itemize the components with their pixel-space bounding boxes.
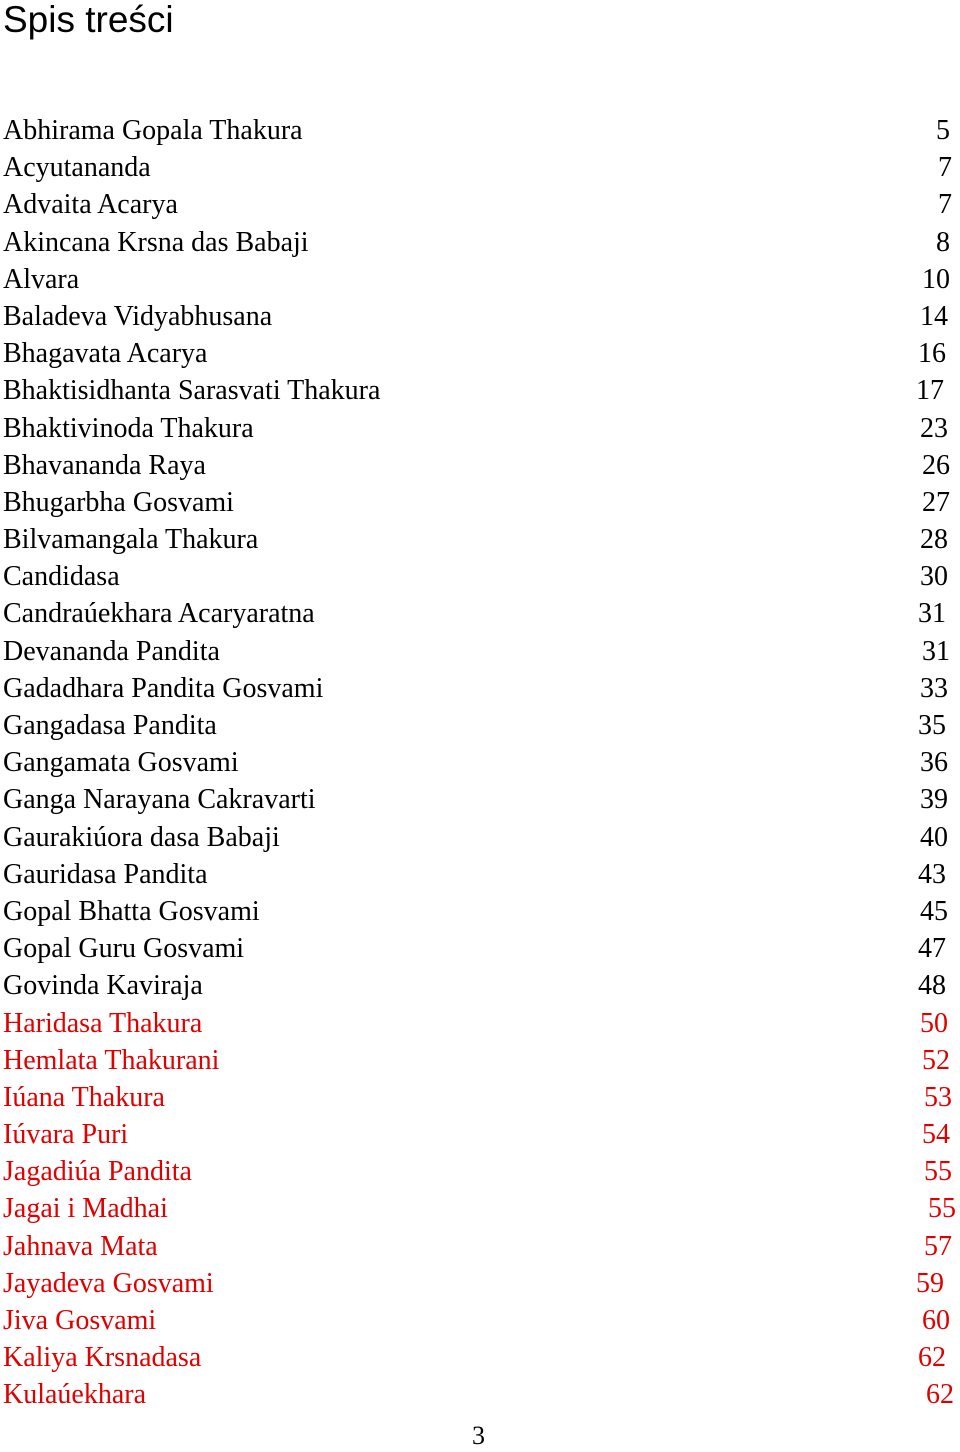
toc-entry-title: Jahnava Mata	[3, 1230, 158, 1262]
toc-entry-title: Bhaktisidhanta Sarasvati Thakura	[3, 375, 381, 407]
toc-entry-title: Gadadhara Pandita Gosvami	[3, 672, 324, 704]
toc-entry[interactable]	[0, 1190, 960, 1227]
toc-entry-title: Gopal Guru Gosvami	[3, 933, 245, 965]
toc-entry-title: Akincana Krsna das Babaji	[3, 226, 309, 258]
toc-entry[interactable]	[0, 1339, 960, 1376]
toc-entry[interactable]	[0, 930, 960, 967]
toc-entry-page-number: 27	[922, 486, 950, 518]
toc-entry[interactable]	[0, 670, 960, 707]
toc-entry-title: Abhirama Gopala Thakura	[3, 115, 303, 146]
toc-entry-page-number: 31	[918, 598, 946, 630]
toc-entry-title: Devananda Pandita	[3, 635, 220, 667]
toc-entry-title: Jiva Gosvami	[3, 1305, 157, 1336]
toc-entry-title: Jagadiúa Pandita	[3, 1156, 192, 1188]
toc-entry[interactable]	[0, 1079, 960, 1116]
toc-entry-page-number: 5	[936, 115, 950, 146]
toc-entry-page-number: 53	[924, 1081, 952, 1113]
toc-entry-page-number: 26	[922, 449, 950, 481]
toc-entry-title: Baladeva Vidyabhusana	[3, 300, 273, 332]
toc-entry[interactable]	[0, 112, 960, 149]
toc-entry-title: Iúana Thakura	[3, 1081, 165, 1113]
toc-entry-title: Gangadasa Pandita	[3, 710, 217, 741]
toc-entry-page-number: 62	[926, 1379, 954, 1411]
toc-entry[interactable]	[0, 1265, 960, 1302]
toc-entry-page-number: 30	[920, 561, 948, 593]
toc-entry-page-number: 28	[920, 524, 948, 556]
toc-entry-page-number: 62	[918, 1342, 946, 1374]
toc-entry-page-number: 35	[918, 710, 946, 741]
toc-entry-page-number: 43	[918, 858, 946, 890]
toc-entry-page-number: 36	[920, 747, 948, 779]
toc-entry-title: Gangamata Gosvami	[3, 747, 239, 779]
toc-entry[interactable]	[0, 893, 960, 930]
toc-entry-page-number: 50	[920, 1007, 948, 1039]
toc-entry-page-number: 23	[920, 412, 948, 444]
toc-entry-title: Acyutananda	[3, 152, 151, 184]
toc-entry-title: Gauridasa Pandita	[3, 858, 208, 890]
toc-entry-title: Govinda Kaviraja	[3, 970, 203, 1002]
toc-entry-page-number: 55	[924, 1156, 952, 1188]
toc-entry-page-number: 33	[920, 672, 948, 704]
toc-entry[interactable]	[0, 372, 960, 409]
toc-list	[0, 112, 960, 1414]
toc-entry-title: Bhugarbha Gosvami	[3, 486, 234, 518]
toc-entry[interactable]	[0, 410, 960, 447]
toc-entry[interactable]	[0, 1228, 960, 1265]
toc-entry[interactable]	[0, 186, 960, 223]
toc-entry-title: Jayadeva Gosvami	[3, 1267, 214, 1299]
toc-entry-title: Bhagavata Acarya	[3, 338, 208, 370]
toc-entry[interactable]	[0, 781, 960, 818]
toc-entry-page-number: 40	[920, 821, 948, 853]
toc-entry[interactable]	[0, 298, 960, 335]
toc-entry[interactable]	[0, 1376, 960, 1413]
toc-entry-page-number: 60	[922, 1305, 950, 1336]
toc-entry[interactable]	[0, 261, 960, 298]
toc-entry[interactable]	[0, 819, 960, 856]
toc-entry-title: Jagai i Madhai	[3, 1193, 168, 1225]
toc-entry-page-number: 16	[918, 338, 946, 370]
toc-entry[interactable]	[0, 1005, 960, 1042]
toc-entry[interactable]	[0, 558, 960, 595]
toc-entry-page-number: 54	[922, 1119, 950, 1151]
toc-entry-page-number: 10	[922, 263, 950, 295]
toc-entry-page-number: 57	[924, 1230, 952, 1262]
toc-entry-page-number: 47	[918, 933, 946, 965]
toc-entry-page-number: 14	[920, 300, 948, 332]
toc-entry[interactable]	[0, 224, 960, 261]
toc-entry-title: Bhavananda Raya	[3, 449, 206, 481]
toc-entry-page-number: 31	[922, 635, 950, 667]
toc-entry-page-number: 52	[922, 1044, 950, 1076]
toc-entry-title: Advaita Acarya	[3, 189, 178, 221]
toc-entry-title: Gopal Bhatta Gosvami	[3, 895, 260, 927]
toc-entry-page-number: 8	[936, 226, 950, 258]
toc-entry-title: Kulaúekhara	[3, 1379, 147, 1411]
toc-entry-page-number: 39	[920, 784, 948, 816]
toc-entry[interactable]	[0, 707, 960, 744]
toc-entry[interactable]	[0, 149, 960, 186]
toc-entry-page-number: 48	[918, 970, 946, 1002]
toc-entry-title: Kaliya Krsnadasa	[3, 1342, 202, 1374]
toc-entry[interactable]	[0, 1116, 960, 1153]
toc-entry[interactable]	[0, 484, 960, 521]
toc-entry-title: Alvara	[3, 263, 80, 295]
toc-title: Spis treści	[3, 0, 174, 40]
toc-entry[interactable]	[0, 1042, 960, 1079]
page-number: 3	[472, 1421, 485, 1450]
toc-entry-title: Gaurakiúora dasa Babaji	[3, 821, 280, 853]
toc-entry-title: Bhaktivinoda Thakura	[3, 412, 254, 444]
toc-entry[interactable]	[0, 1153, 960, 1190]
toc-entry[interactable]	[0, 447, 960, 484]
toc-entry-page-number: 59	[916, 1267, 944, 1299]
toc-entry[interactable]	[0, 967, 960, 1004]
toc-entry-title: Hemlata Thakurani	[3, 1044, 220, 1076]
toc-entry-page-number: 45	[920, 895, 948, 927]
toc-entry[interactable]	[0, 744, 960, 781]
toc-entry-page-number: 7	[938, 189, 952, 221]
toc-entry-page-number: 55	[928, 1193, 956, 1225]
toc-entry-title: Ganga Narayana Cakravarti	[3, 784, 316, 816]
toc-entry-title: Bilvamangala Thakura	[3, 524, 259, 556]
toc-entry[interactable]	[0, 595, 960, 632]
toc-entry-page-number: 17	[916, 375, 944, 407]
toc-entry-title: Iúvara Puri	[3, 1119, 129, 1151]
toc-entry-title: Haridasa Thakura	[3, 1007, 203, 1039]
toc-entry-title: Candidasa	[3, 561, 120, 593]
toc-entry[interactable]	[0, 335, 960, 372]
toc-entry[interactable]	[0, 521, 960, 558]
toc-entry[interactable]	[0, 1302, 960, 1339]
toc-entry-title: Candraúekhara Acaryaratna	[3, 598, 315, 630]
toc-entry-page-number: 7	[938, 152, 952, 184]
toc-entry[interactable]	[0, 633, 960, 670]
toc-entry[interactable]	[0, 856, 960, 893]
